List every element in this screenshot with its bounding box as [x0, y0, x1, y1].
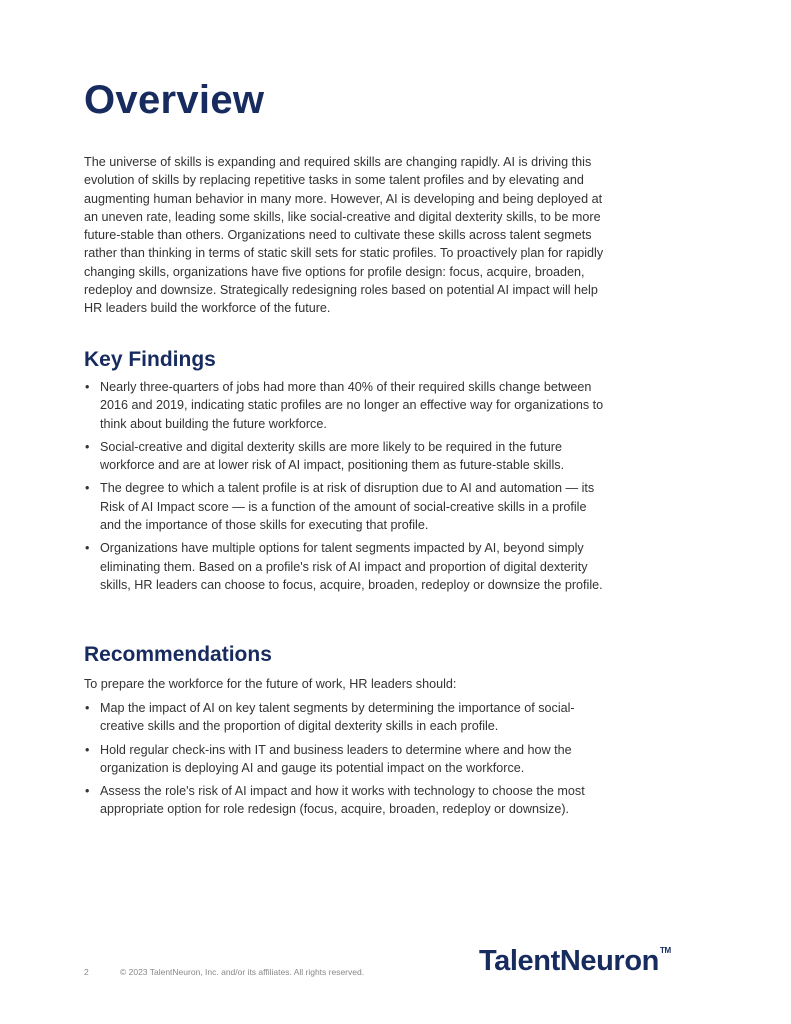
list-item: • Assess the role's risk of AI impact and how it works with technology to choose the most appropriate option for role redesign (focus, acquire, broaden, redeploy or downsize). [84, 782, 604, 819]
logo-text: TalentNeuron [479, 945, 659, 977]
talentneuron-logo [479, 945, 671, 978]
page-number: 2 [84, 967, 89, 977]
key-findings-list [84, 378, 604, 599]
key-findings-heading: Key Findings [84, 348, 216, 371]
recommendations-heading: Recommendations [84, 643, 272, 666]
list-item: • Nearly three-quarters of jobs had more than 40% of their required skills change between 2016 and 2019, indicating static profiles are no longer an effective way for organizations to think about building the future workforce. [84, 378, 604, 433]
list-item: • Map the impact of AI on key talent segments by determining the importance of social-creative skills and the proportion of digital dexterity skills in each profile. [84, 699, 604, 736]
copyright-notice: © 2023 TalentNeuron, Inc. and/or its affiliates. All rights reserved. [120, 967, 365, 977]
recommendations-list [84, 699, 604, 824]
trademark-mark: TM [659, 946, 671, 956]
list-item: • Social-creative and digital dexterity skills are more likely to be required in the future workforce and are at lower risk of AI impact, positioning them as future-stable skills. [84, 438, 604, 475]
overview-paragraph: The universe of skills is expanding and required skills are changing rapidly. AI is driving this evolution of skills by replacing repetitive tasks in some talent profiles and by elevating and augmenting human behavior in many more. However, AI is developing and being deployed at an uneven rate, leading some skills, like social-creative and digital dexterity skills, to be more future-stable than others. Organizations need to cultivate these skills across talent segmets rather than thinking in terms of static skill sets for static profiles. To proactively plan for rapidly changing skills, organizations have five options for profile design: focus, acquire, broaden, redeploy and downsize. Strategically redesigning roles based on potential AI impact will help HR leaders build the workforce of the future. [84, 155, 604, 316]
list-item: • Organizations have multiple options for talent segments impacted by AI, beyond simply eliminating them. Based on a profile's risk of AI impact and proportion of digital dexterity skills, HR leaders can choose to focus, acquire, broaden, redeploy or downsize the profile. [84, 539, 604, 594]
page-title: Overview [84, 78, 265, 122]
recommendations-intro: To prepare the workforce for the future of work, HR leaders should: [84, 677, 457, 691]
list-item: • The degree to which a talent profile is at risk of disruption due to AI and automation — its Risk of AI Impact score — is a function of the amount of social-creative skills in a profile and the importance of those skills for executing that profile. [84, 479, 604, 534]
list-item: • Hold regular check-ins with IT and business leaders to determine where and how the organization is deploying AI and gauge its potential impact on the workforce. [84, 741, 604, 778]
